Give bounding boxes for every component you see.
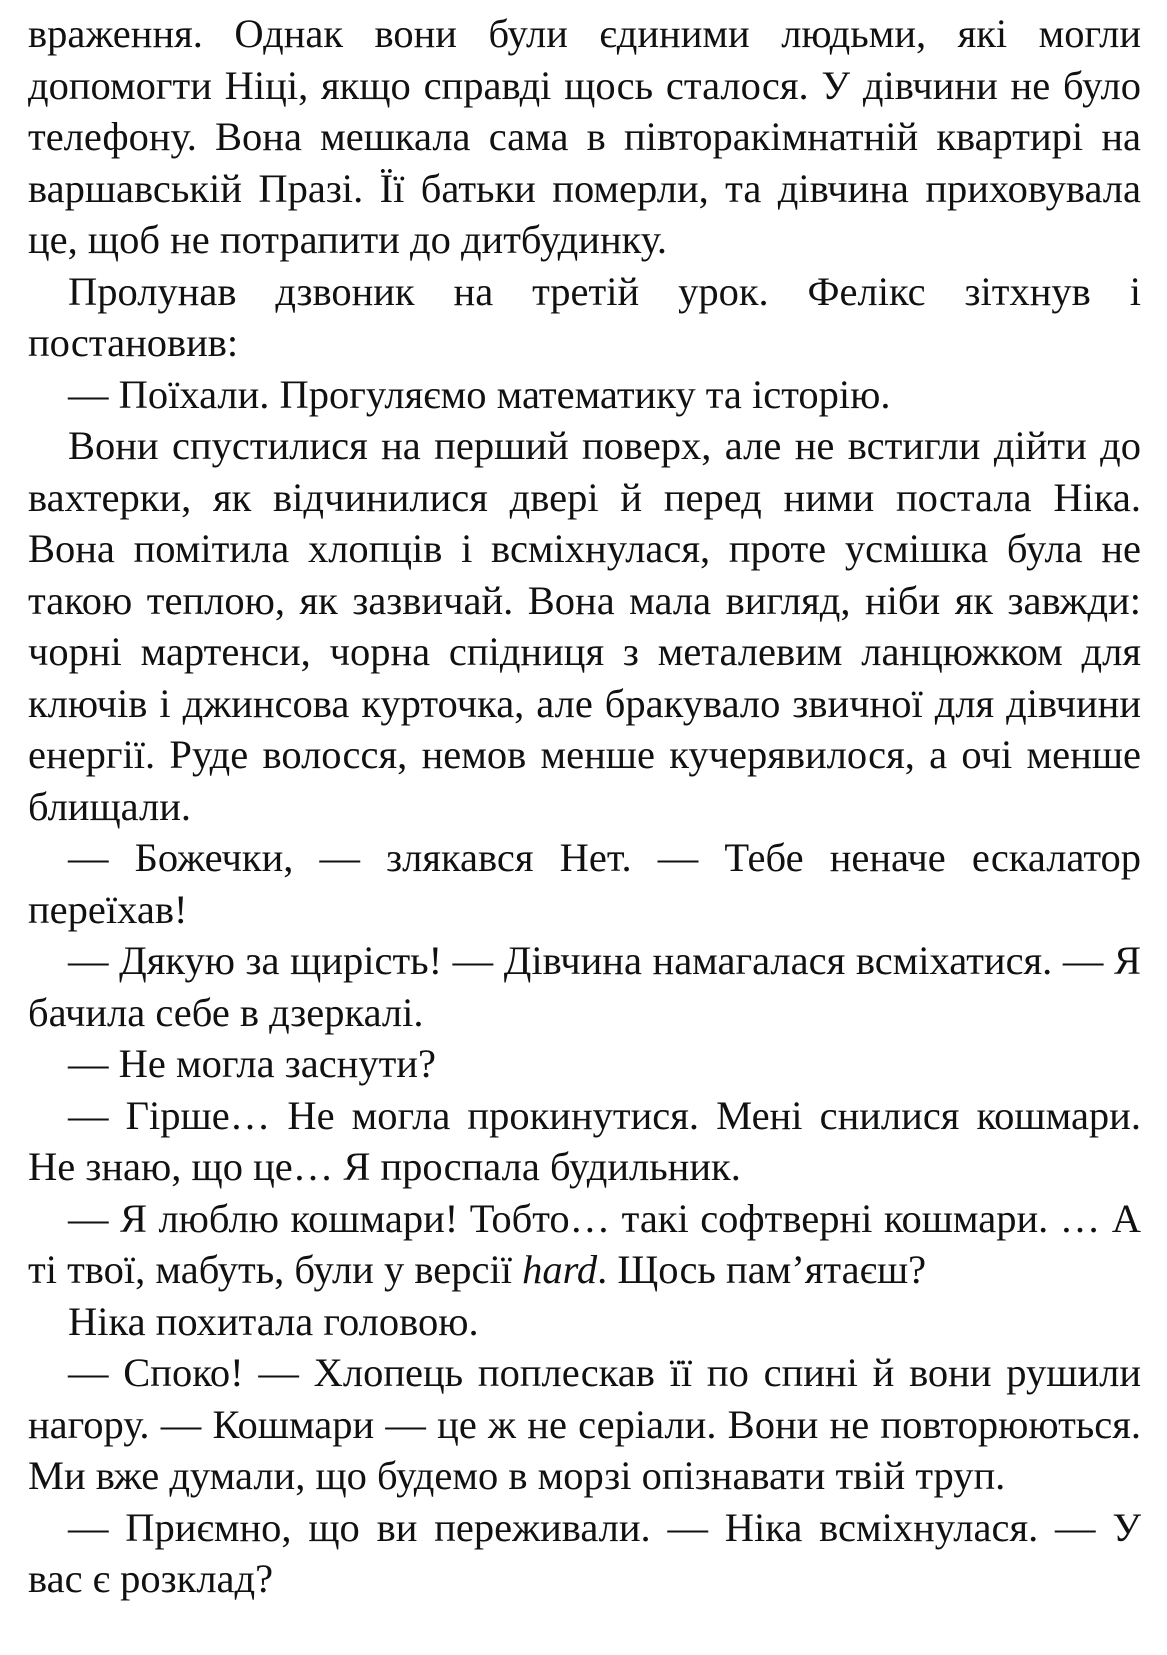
dialogue-text-after: . Щось пам’ятаєш? [597, 1247, 927, 1292]
dialogue-line: — Приємно, що ви переживали. — Ніка всміхнулася. — У вас є розклад? [28, 1504, 1141, 1601]
dialogue-line: — Споко! — Хлопець поплескав її по спині й вони рушили нагору. — Кошмари — це ж не серіали. Вони не повторюються. Ми вже думали, що будемо в морзі опізнавати твій труп. [28, 1350, 1141, 1498]
dialogue-line: — Гірше… Не могла прокинутися. Мені снилися кошмари. Не знаю, що це… Я проспала будильник. [28, 1092, 1141, 1189]
italic-word: hard [522, 1247, 598, 1292]
dialogue-line: — Божечки, — злякався Нет. — Тебе неначе ескалатор переїхав! [28, 835, 1141, 932]
book-page [28, 8, 1141, 1605]
narration-line: Ніка похитала головою. [68, 1298, 479, 1344]
dialogue-line-hard [28, 1193, 1141, 1296]
paragraph-continuation: враження. Однак вони були єдиними людьми, які могли допомогти Ніці, якщо справді щось сталося. У дівчини не було телефону. Вона мешкала сама в півторакімнатній квартирі на варшавській Празі. Її батьки померли, та дівчина приховувала це, щоб не потрапити до дитбудинку. [28, 11, 1141, 262]
dialogue-line: — Не могла заснути? [68, 1041, 436, 1086]
dialogue-text-before: — Я люблю кошмари! Тобто… такі софтверні кошмари. … А ті твої, мабуть, були у версії [28, 1195, 1141, 1292]
paragraph-bell: Пролунав дзвоник на третій урок. Фелікс зітхнув і постановив: [28, 268, 1141, 365]
dialogue-line: — Поїхали. Прогуляємо математику та історію. [68, 371, 891, 417]
dialogue-line: — Дякую за щирість! — Дівчина намагалася всміхатися. — Я бачила себе в дзеркалі. [28, 938, 1141, 1035]
paragraph-nika-arrives: Вони спустилися на перший поверх, але не встигли дійти до вахтерки, як відчинилися двері й перед ними постала Ніка. Вона помітила хлопців і всміхнулася, проте усмішка була не такою теплою, як зазвичай. Вона мала вигляд, ніби як завжди: чорні мартенси, чорна спідниця з металевим ланцюжком для ключів і джинсова курточка, але бракувало звичної для дівчини енергії. Руде волосся, немов менше кучерявилося, а очі менше блищали. [28, 423, 1141, 829]
